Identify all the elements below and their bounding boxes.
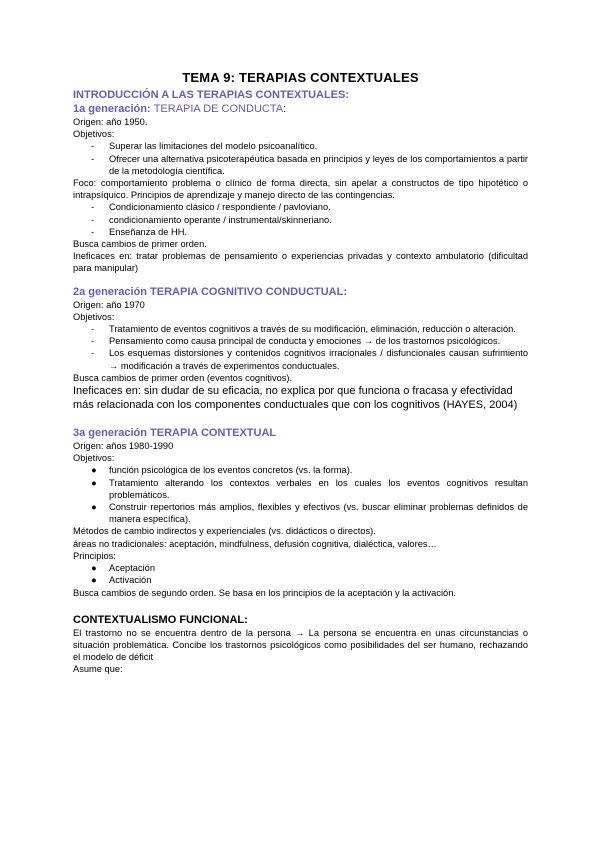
- list-item: - Condicionamiento clásico / respondiente / pavloviano.: [91, 202, 331, 213]
- gen2-ineffective: Ineficaces en: sin dudar de su eficacia, no explica por que funciona o fracasa y efectividad más relacionada con los componentes conductuales que con los cognitivos (HAYES, 2004): [73, 385, 518, 412]
- gen2-changes: Busca cambios de primer orden (eventos cognitivos).: [73, 372, 293, 383]
- bullet-icon: ●: [91, 563, 97, 574]
- list-item: - Ofrecer una alternativa psicoterapéutica basada en principios y leyes de los comportamientos a partir de la metodología científica.: [91, 153, 528, 176]
- gen1-focus: Foco: comportamiento problema o clínico de forma directa, sin apelar a constructos de tipo hipotético o intrapsíquico. Principios de aprendizaje y manejo directo de las contingencias.: [73, 178, 528, 201]
- list-item: ● Aceptación: [91, 563, 155, 574]
- bullet-icon: ●: [91, 502, 97, 513]
- contextualism-assumes: Asume que:: [73, 664, 123, 675]
- gen3-heading: 3a generación TERAPIA CONTEXTUAL: [73, 427, 277, 440]
- gen2-origin: Origen: año 1970: [73, 299, 145, 310]
- intro-heading: INTRODUCCIÓN A LAS TERAPIAS CONTEXTUALES:: [73, 89, 350, 101]
- gen3-principles-label: Principios:: [73, 550, 116, 561]
- list-item: - Tratamiento de eventos cognitivos a través de su modificación, eliminación, reducción o alteración.: [91, 324, 516, 335]
- bullet-icon: ●: [91, 575, 97, 586]
- list-item: ● función psicológica de los eventos concretos (vs. la forma).: [91, 465, 353, 476]
- gen2-heading: 2a generación TERAPIA COGNITIVO CONDUCTUAL:: [73, 285, 348, 298]
- page-title: TEMA 9: TERAPIAS CONTEXTUALES: [182, 70, 419, 85]
- gen1-objectives-list: [73, 140, 528, 177]
- gen1-origin: Origen: año 1950.: [73, 117, 148, 127]
- gen1-heading: [73, 102, 528, 116]
- gen3-methods: Métodos de cambio indirectos y experienciales (vs. didácticos o directos).: [73, 526, 376, 537]
- bullet-icon: ●: [91, 465, 97, 476]
- gen1-heading-prefix: 1a generación:: [73, 103, 154, 115]
- list-item: - condicionamiento operante / instrumental/skinneriano.: [91, 214, 332, 225]
- gen1-changes: Busca cambios de primer orden.: [73, 239, 207, 250]
- gen3-areas: áreas no tradicionales: aceptación, mindfulness, defusión cognitiva, dialéctica, valores…: [73, 538, 437, 549]
- gen1-heading-main: TERAPIA DE CONDUCTA: [153, 103, 284, 115]
- list-item: ● Tratamiento alterando los contextos verbales en los cuales los eventos cognitivos resultan problemáticos.: [91, 477, 528, 500]
- list-item: - Enseñanza de HH.: [91, 226, 188, 237]
- bullet-icon: ●: [91, 477, 97, 488]
- gen3-objectives-list: [73, 464, 528, 525]
- gen1-ineffective: Ineficaces en: tratar problemas de pensamiento o experiencias privadas y contexto ambulatorio (dificultad para manipular): [73, 251, 528, 274]
- contextualism-heading: CONTEXTUALISMO FUNCIONAL:: [73, 613, 248, 626]
- gen1-focus-list: [73, 201, 528, 238]
- gen2-objectives-label: Objetivos:: [73, 311, 115, 322]
- list-item: ● Construir repertorios más amplios, flexibles y efectivos (vs. buscar eliminar problemas definidos de manera específica).: [91, 502, 528, 525]
- gen3-objectives-label: Objetivos:: [73, 453, 115, 464]
- gen1-heading-suffix: :: [283, 103, 287, 115]
- contextualism-text: El trastorno no se encuentra dentro de la persona → La persona se encuentra en unas circunstancias o situación problemática. Concibe los trastornos psicológicos como posibilidades del ser humano, rechazando el modelo de déficit: [73, 627, 528, 663]
- gen1-objectives-label: Objetivos:: [73, 129, 115, 140]
- list-item: - Superar las limitaciones del modelo psicoanalítico.: [91, 141, 318, 152]
- gen3-changes: Busca cambios de segundo orden. Se basa en los principios de la aceptación y la activación.: [73, 587, 456, 598]
- list-item: - Los esquemas distorsiones y contenidos cognitivos irracionales / disfuncionales causan sufrimiento → modificación a través de experimentos conductuales.: [91, 348, 528, 371]
- list-item: ● Activación: [91, 575, 152, 586]
- gen2-objectives-list: [73, 323, 528, 372]
- list-item: - Pensamiento como causa principal de conducta y emociones → de los trastornos psicológicos.: [91, 336, 501, 347]
- gen3-principles-list: [73, 562, 528, 586]
- gen3-origin: Origen: años 1980-1990: [73, 441, 174, 452]
